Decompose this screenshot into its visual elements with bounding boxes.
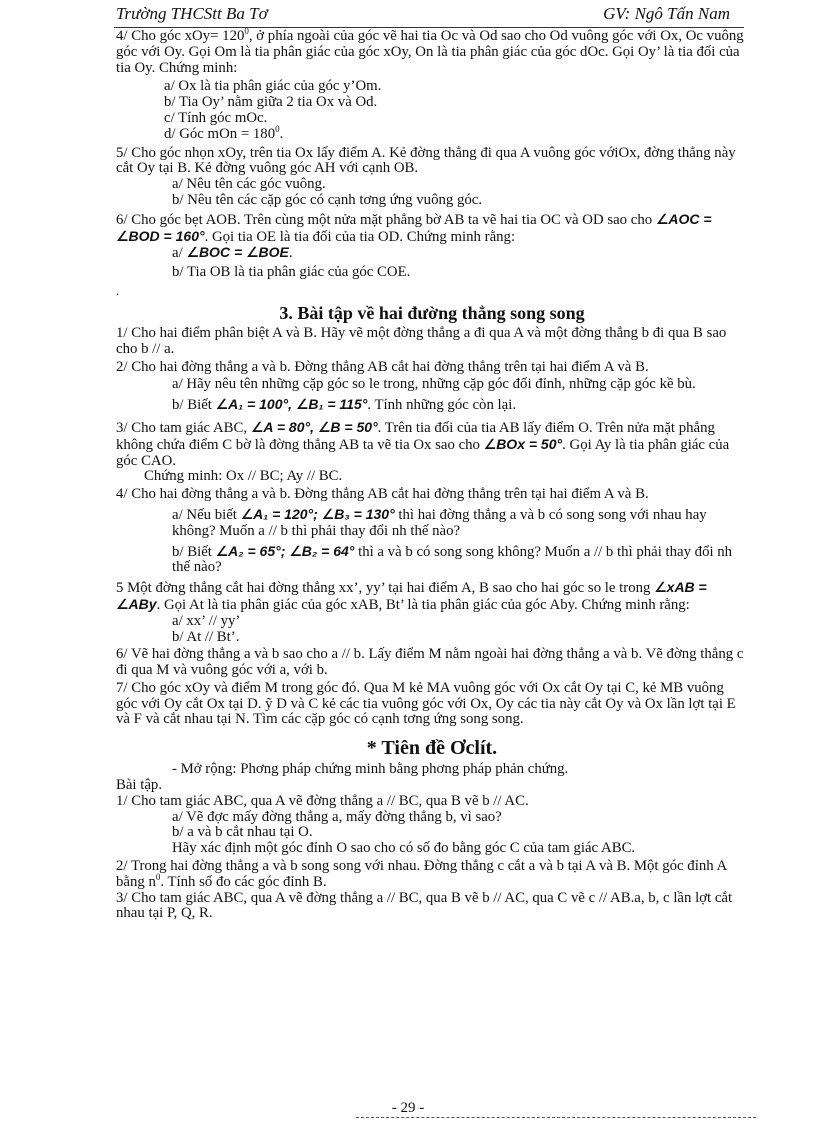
s3-exercise-3-prove: Chứng minh: Ox // BC; Ay // BC.: [144, 468, 343, 485]
exercise-4-item-c: c/ Tính góc mOc.: [164, 109, 268, 126]
exercise-4-intro: 4/ Cho góc $xOy= 120^0$, ở phía ngoài của góc vẽ hai tia Oc và Od sao cho Od vuông góc với Ox, Oc vuông góc với Oy. Gọi Om là tia phân giác của góc xOy, On là tia phân giác của góc dOc. Gọi Oy’ là tia đối của tia Oy. Chứng minh:: [116, 26, 744, 76]
footer-dashed-rule: [356, 1117, 756, 1118]
school-name: Trường THCStt Ba Tơ: [116, 4, 268, 23]
s3-exercise-5-item-b: b/ At // Bt’.: [172, 628, 240, 645]
s4-exercise-label: Bài tập.: [116, 777, 163, 794]
s3-exercise-4-intro: 4/ Cho hai đờng thẳng a và b. Đờng thẳng AB cắt hai đờng thẳng trên tại hai điểm A và B.: [116, 486, 649, 503]
s3-exercise-5: 5 Một đờng thẳng cắt hai đờng thẳng xx’, yy’ tại hai điểm A, B sao cho hai góc so le trong ∠xAB = ∠ABy. Gọi At là tia phân giác của góc xAB, Bt’ là tia phân giác của góc Aby. Chứng minh rằng:: [116, 579, 707, 613]
s3-exercise-5-item-a: a/ xx’ // yy’: [172, 612, 241, 629]
s4-expand-note: - Mở rộng: Phơng pháp chứng minh bằng phơng pháp phản chứng.: [172, 761, 569, 778]
angle-equation: ∠A₁ = 120°; ∠B₃ = 130°: [240, 505, 395, 522]
document-body: [116, 26, 748, 922]
angle-equation: ∠BOx = 50°: [483, 435, 563, 452]
s4-exercise-1-item-c: Hãy xác định một góc đỉnh O sao cho có số đo bằng góc C của tam giác ABC.: [172, 840, 636, 857]
s3-exercise-6: 6/ Vẽ hai đờng thẳng a và b sao cho a // b. Lấy điểm M nằm ngoài hai đờng thẳng a và b. Vẽ đờng thẳng c đi qua M và vuông góc với a, với b.: [116, 646, 744, 679]
s3-exercise-4-item-a: a/ Nếu biết ∠A₁ = 120°; ∠B₃ = 130° thì hai đờng thẳng a và b có song song với nhau hay không? Muốn a // b thì phải thay đổi nh thế nào?: [172, 505, 707, 539]
exercise-4-item-d: d/ Góc mOn = $180^0$.: [164, 123, 284, 142]
exercise-6-intro: 6/ Cho góc bẹt AOB. Trên cùng một nửa mặt phẳng bờ AB ta vẽ hai tia OC và OD sao cho ∠AOC = ∠BOD = 160°. Gọi tia OE là tia đối của tia OD. Chứng minh rằng:: [116, 210, 712, 245]
s3-exercise-4-item-b: b/ Biết ∠A₂ = 65°; ∠B₂ = 64° thì a và b có song song không? Muốn a // b thì phải thay đổi nh thế nào?: [172, 542, 733, 576]
s3-exercise-1: 1/ Cho hai điểm phân biệt A và B. Hãy vẽ một đờng thẳng a đi qua A và một đờng thẳng b đi qua B sao cho b // a.: [116, 324, 727, 357]
page-header: [116, 2, 730, 26]
s4-exercise-2: 2/ Trong hai đờng thẳng a và b song song với nhau. Đờng thẳng c cắt a và b tại A và B. Một góc đỉnh A bằng $n^0$. Tính số đo các góc đỉnh B.: [116, 858, 727, 890]
s3-exercise-2-item-a: a/ Hãy nêu tên những cặp góc so le trong, những cặp góc đối đỉnh, những cặp góc kề bù.: [172, 376, 696, 393]
s3-exercise-2-intro: 2/ Cho hai đờng thẳng a và b. Đờng thẳng AB cắt hai đờng thẳng trên tại hai điểm A và B.: [116, 358, 649, 375]
s4-exercise-1-intro: 1/ Cho tam giác ABC, qua A vẽ đờng thẳng a // BC, qua B vẽ b // AC.: [116, 792, 529, 809]
s4-exercise-1-item-b: b/ a và b cắt nhau tại O.: [172, 824, 313, 841]
angle-equation: ∠BOC = ∠BOE: [186, 244, 289, 261]
exercise-6-item-b: b/ Tia OB là tia phân giác của góc COE.: [172, 264, 411, 281]
s3-exercise-7: 7/ Cho góc xOy và điểm M trong góc đó. Qua M kẻ MA vuông góc với Ox cắt Oy tại C, kẻ MB vuông góc với Oy cắt Ox tại D. ỹ D và C kẻ các tia vuông góc với Ox, Oy các tia này cắt Oy và Ox lần lợt tại E và F và cắt nhau tại N. Tìm các cặp góc có cạnh tơng ứng song song.: [116, 679, 736, 728]
s4-exercise-1-item-a: a/ Vẽ đợc mấy đờng thẳng a, mấy đờng thẳng b, vì sao?: [172, 808, 502, 825]
angle-equation: ∠A₁ = 100°, ∠B₁ = 115°: [215, 396, 368, 413]
exercise-4-item-b: b/ Tia Oy’ nằm giữa 2 tia Ox và Od.: [164, 94, 378, 111]
section-3-title: 3. Bài tập về hai đường thẳng song song: [279, 302, 585, 323]
angle-equation: ∠AOC = ∠BOD = 160°: [116, 210, 712, 244]
exercise-5-intro: 5/ Cho góc nhọn xOy, trên tia Ox lấy điểm A. Kẻ đờng thẳng đi qua A vuông góc vớiOx, đờng thẳng này cắt Oy tại B. Kẻ đờng vuông góc AH với cạnh OB.: [116, 144, 736, 177]
s3-exercise-2-item-b: b/ Biết ∠A₁ = 100°, ∠B₁ = 115°. Tính những góc còn lại.: [172, 396, 517, 414]
teacher-name: GV: Ngô Tấn Nam: [603, 4, 730, 23]
exercise-6-item-a: a/ ∠BOC = ∠BOE.: [172, 244, 293, 262]
angle-equation: ∠A₂ = 65°; ∠B₂ = 64°: [215, 542, 355, 559]
s3-exercise-3: 3/ Cho tam giác ABC, ∠A = 80°, ∠B = 50°. Trên tia đối của tia AB lấy điểm O. Trên nửa mặt phẳng không chứa điểm C bờ là đờng thẳng AB ta vẽ tia Ox sao cho ∠BOx = 50°. Gọi Ay là tia phân giác của góc CAO.: [116, 418, 730, 469]
exercise-5-item-a: a/ Nêu tên các góc vuông.: [172, 176, 326, 193]
angle-equation: ∠xAB = ∠ABy: [116, 579, 707, 612]
s4-exercise-3: 3/ Cho tam giác ABC, qua A vẽ đờng thẳng a // BC, qua B vẽ b // AC, qua C vẽ c // AB.a, b, c lần lợt cắt nhau tại P, Q, R.: [116, 889, 733, 922]
stray-dot: .: [116, 283, 119, 298]
page-number: - 29 -: [391, 1100, 425, 1116]
exercise-4-item-a: a/ Ox là tia phân giác của góc y’Om.: [164, 78, 382, 95]
section-4-title: * Tiên đề Ơclít.: [366, 737, 498, 760]
angle-equation: ∠A = 80°, ∠B = 50°: [250, 418, 378, 435]
exercise-5-item-b: b/ Nêu tên các cặp góc có cạnh tơng ứng vuông góc.: [172, 191, 483, 208]
